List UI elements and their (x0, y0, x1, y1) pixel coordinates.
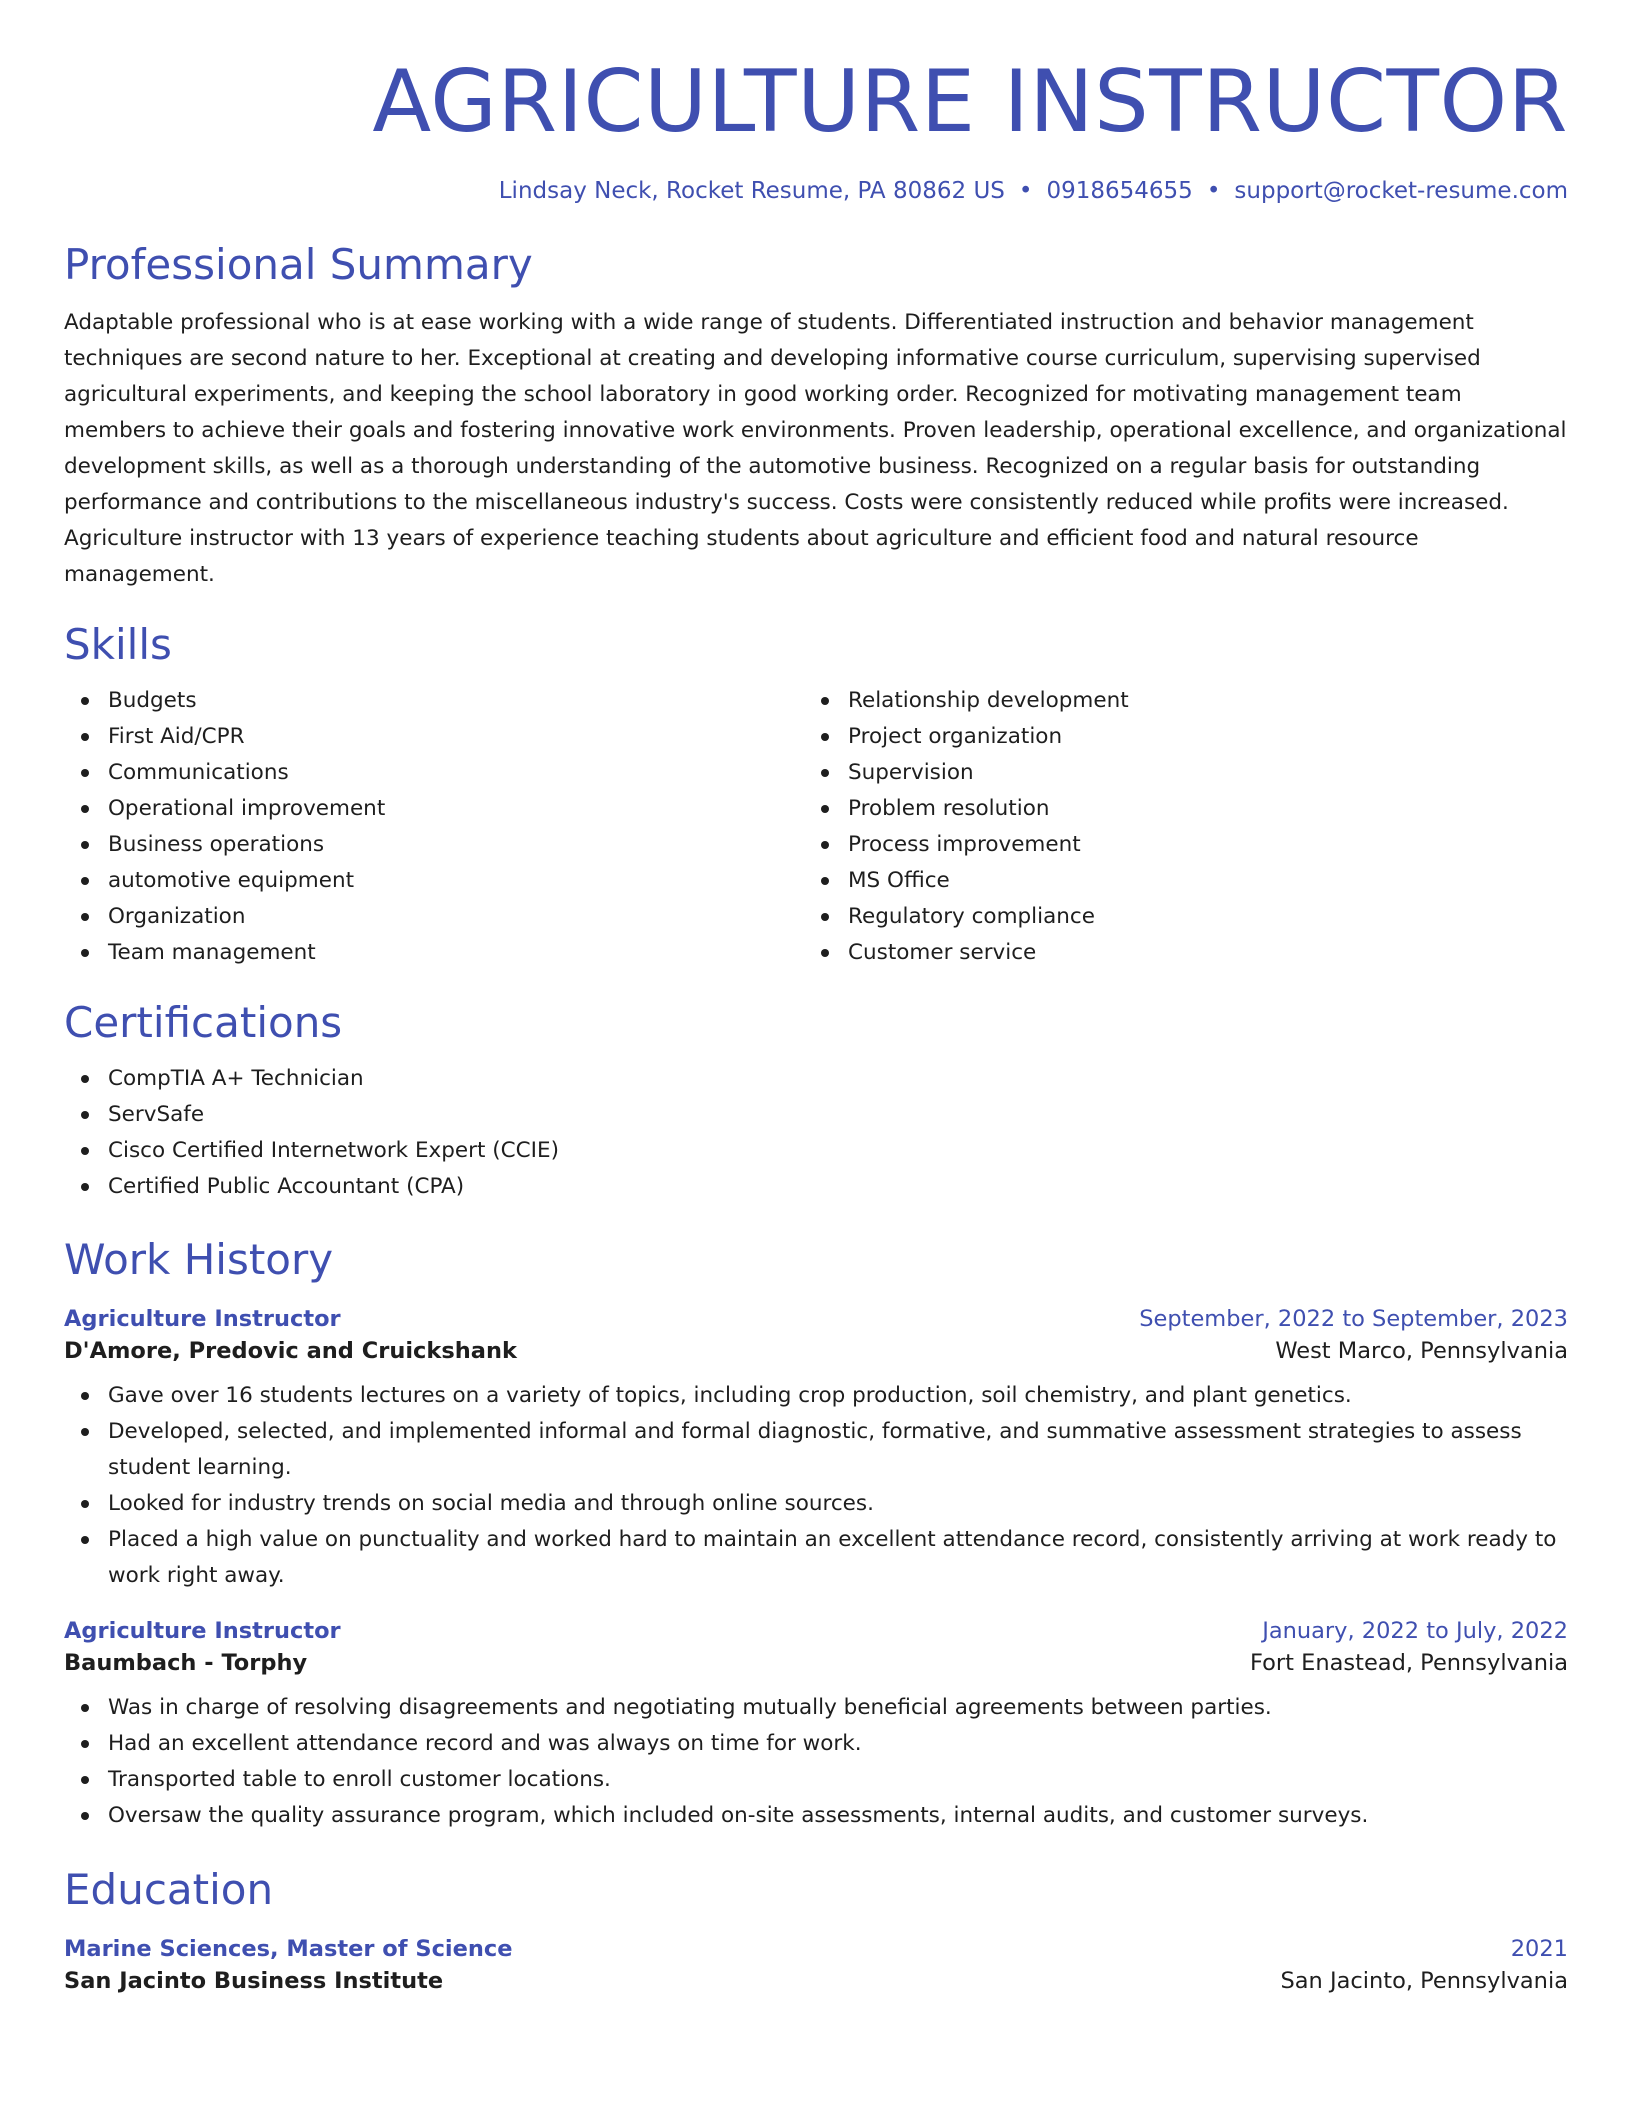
contact-line (64, 178, 1568, 204)
certification-item: ServSafe (64, 1097, 1568, 1133)
skill-item: Communications (64, 755, 804, 791)
contact-phone: 0918654655 (1046, 178, 1193, 204)
job-location: West Marco, Pennsylvania (1275, 1338, 1568, 1364)
job-duty-item: Gave over 16 students lectures on a variety of topics, including crop production, soil chemistry, and plant genetics. (64, 1378, 1568, 1414)
skill-item: Relationship development (804, 683, 1544, 719)
job-duty-item: Looked for industry trends on social media and through online sources. (64, 1486, 1568, 1522)
summary-text: Adaptable professional who is at ease working with a wide range of students. Differentiated instruction and behavior management techniques are second nature to her. Exceptional at creating and developing informative course curriculum, supervising supervised agricultural experiments, and keeping the school laboratory in good working order. Recognized for motivating management team members to achieve their goals and fostering innovative work environments. Proven leadership, operational excellence, and organizational development skills, as well as a thorough understanding of the automotive business. Recognized on a regular basis for outstanding performance and contributions to the miscellaneous industry's success. Costs were consistently reduced while profits were increased. Agriculture instructor with 13 years of experience teaching students about agriculture and efficient food and natural resource management. (64, 310, 1567, 587)
skills-columns (64, 683, 1568, 971)
skill-item: MS Office (804, 863, 1544, 899)
summary-section (64, 237, 1568, 593)
education-school: San Jacinto Business Institute (64, 1968, 444, 1994)
skill-item: Process improvement (804, 827, 1544, 863)
contact-address: Lindsay Neck, Rocket Resume, PA 80862 US (498, 178, 1005, 204)
job-duties-list (64, 1690, 1568, 1834)
job-title: Agriculture Instructor (64, 1618, 341, 1644)
contact-email: support@rocket-resume.com (1234, 178, 1568, 204)
skill-item: Organization (64, 899, 804, 935)
job-header-row (64, 1618, 1568, 1644)
education-degree: Marine Sciences, Master of Science (64, 1936, 513, 1962)
job-dates: September, 2022 to September, 2023 (1139, 1306, 1568, 1332)
certifications-section (64, 995, 1568, 1205)
skill-item: Operational improvement (64, 791, 804, 827)
skill-item: Problem resolution (804, 791, 1544, 827)
job-duty-item: Transported table to enroll customer locations. (64, 1762, 1568, 1798)
job-duty-item: Had an excellent attendance record and was always on time for work. (64, 1726, 1568, 1762)
job-duty-item: Placed a high value on punctuality and worked hard to maintain an excellent attendance record, consistently arriving at work ready to work right away. (64, 1522, 1568, 1594)
skill-item: Budgets (64, 683, 804, 719)
work-history-heading: Work History (64, 1235, 334, 1284)
job-title: Agriculture Instructor (64, 1306, 341, 1332)
skill-item: Regulatory compliance (804, 899, 1544, 935)
skill-item: Project organization (804, 719, 1544, 755)
skill-item: Supervision (804, 755, 1544, 791)
certifications-list (64, 1061, 1568, 1205)
contact-separator: • (1018, 178, 1033, 204)
skill-item: First Aid/CPR (64, 719, 804, 755)
job-entry (64, 1306, 1568, 1594)
job-duty-item: Developed, selected, and implemented informal and formal diagnostic, formative, and summative assessment strategies to assess student learning. (64, 1414, 1568, 1486)
skills-list-left (64, 683, 804, 971)
education-school-row (64, 1968, 1568, 1994)
education-location: San Jacinto, Pennsylvania (1280, 1968, 1568, 1994)
skills-section (64, 617, 1568, 971)
certification-item: Certified Public Accountant (CPA) (64, 1169, 1568, 1205)
education-header-row (64, 1936, 1568, 1962)
certification-item: CompTIA A+ Technician (64, 1061, 1568, 1097)
job-duty-item: Was in charge of resolving disagreements and negotiating mutually beneficial agreements between parties. (64, 1690, 1568, 1726)
job-company-row (64, 1650, 1568, 1676)
job-entry (64, 1618, 1568, 1834)
skill-item: automotive equipment (64, 863, 804, 899)
skill-item: Customer service (804, 935, 1544, 971)
job-company: D'Amore, Predovic and Cruickshank (64, 1338, 517, 1364)
job-company: Baumbach - Torphy (64, 1650, 308, 1676)
job-dates: January, 2022 to July, 2022 (1262, 1618, 1568, 1644)
summary-heading: Professional Summary (64, 240, 533, 289)
job-header-row (64, 1306, 1568, 1332)
education-heading: Education (64, 1865, 274, 1914)
certifications-heading: Certifications (64, 998, 343, 1047)
certification-item: Cisco Certified Internetwork Expert (CCIE) (64, 1133, 1568, 1169)
skills-list-right (804, 683, 1544, 971)
contact-separator: • (1206, 178, 1221, 204)
skill-item: Business operations (64, 827, 804, 863)
resume-title: AGRICULTURE INSTRUCTOR (372, 52, 1568, 152)
education-section (64, 1862, 1568, 1994)
skill-item: Team management (64, 935, 804, 971)
education-year: 2021 (1510, 1936, 1568, 1962)
job-location: Fort Enastead, Pennsylvania (1250, 1650, 1568, 1676)
job-duties-list (64, 1378, 1568, 1594)
skills-heading: Skills (64, 620, 172, 669)
job-duty-item: Oversaw the quality assurance program, which included on-site assessments, internal audits, and customer surveys. (64, 1798, 1568, 1834)
work-history-section (64, 1232, 1568, 1834)
job-company-row (64, 1338, 1568, 1364)
